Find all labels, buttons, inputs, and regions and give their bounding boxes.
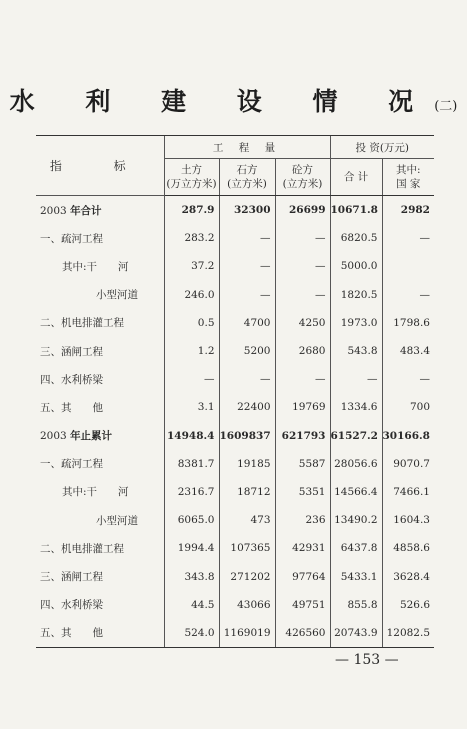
row-label: 四、水利桥梁 (40, 599, 103, 612)
cell-stone: 1609837 (219, 422, 275, 450)
cell-state: — (382, 365, 434, 393)
cell-earth: 283.2 (164, 224, 219, 252)
cell-concrete: — (275, 252, 330, 280)
row-label-year: 2003 (40, 204, 71, 217)
cell-concrete: 5587 (275, 450, 330, 478)
cell-state: 30166.8 (382, 422, 434, 450)
cell-concrete: 19769 (275, 393, 330, 421)
cell-total: 1973.0 (330, 309, 382, 337)
cell-earth: 3.1 (164, 393, 219, 421)
cell-total: 1334.6 (330, 393, 382, 421)
row-label: 五、其 他 (40, 401, 103, 414)
cell-concrete: 2680 (275, 337, 330, 365)
cell-total: 543.8 (330, 337, 382, 365)
cell-earth: 37.2 (164, 252, 219, 280)
cell-stone: — (219, 252, 275, 280)
cell-state: — (382, 224, 434, 252)
cell-state: 700 (382, 393, 434, 421)
cell-state: 2982 (382, 196, 434, 225)
cell-concrete: — (275, 224, 330, 252)
row-label: 小型河道 (96, 289, 138, 302)
cell-total: — (330, 365, 382, 393)
row-label: 三、涵闸工程 (40, 571, 103, 584)
cell-earth: 287.9 (164, 196, 219, 225)
cell-concrete: 26699 (275, 196, 330, 225)
cell-state: 7466.1 (382, 478, 434, 506)
cell-state: 4858.6 (382, 534, 434, 562)
header-state-funded: 其中: 国 家 (382, 159, 434, 196)
cell-concrete: 97764 (275, 562, 330, 590)
table-row (36, 478, 434, 506)
page-title (0, 82, 467, 118)
row-label: 一、疏河工程 (40, 232, 103, 245)
cell-total: 14566.4 (330, 478, 382, 506)
cell-stone: 473 (219, 506, 275, 534)
cell-state: 526.6 (382, 591, 434, 619)
cell-earth: 2316.7 (164, 478, 219, 506)
table-row (36, 506, 434, 534)
cell-state: 1798.6 (382, 309, 434, 337)
cell-stone: 32300 (219, 196, 275, 225)
cell-concrete: 426560 (275, 619, 330, 648)
cell-state: 1604.3 (382, 506, 434, 534)
table-row (36, 365, 434, 393)
cell-stone: — (219, 365, 275, 393)
cell-concrete: — (275, 365, 330, 393)
cell-concrete: 621793 (275, 422, 330, 450)
row-label: 四、水利桥梁 (40, 373, 103, 386)
cell-earth: 14948.4 (164, 422, 219, 450)
cell-stone: 22400 (219, 393, 275, 421)
row-label (36, 422, 164, 450)
table-row (36, 252, 434, 280)
table-row (36, 337, 434, 365)
cell-concrete: 49751 (275, 591, 330, 619)
table-row (36, 281, 434, 309)
table-row (36, 422, 434, 450)
page-number: — 153 — (335, 652, 399, 668)
cell-total: 61527.2 (330, 422, 382, 450)
cell-total: 855.8 (330, 591, 382, 619)
cell-stone: 1169019 (219, 619, 275, 648)
cell-concrete: — (275, 281, 330, 309)
cell-stone: — (219, 281, 275, 309)
table-row (36, 196, 434, 225)
header-total: 合 计 (330, 159, 382, 196)
water-conservancy-table (36, 135, 434, 648)
table-row (36, 450, 434, 478)
cell-total: 28056.6 (330, 450, 382, 478)
cell-stone: 4700 (219, 309, 275, 337)
cell-earth: 6065.0 (164, 506, 219, 534)
title-suffix: (二) (434, 99, 458, 114)
cell-state (382, 252, 434, 280)
cell-total: 20743.9 (330, 619, 382, 648)
cell-earth: 0.5 (164, 309, 219, 337)
cell-earth: 1994.4 (164, 534, 219, 562)
header-stonework: 石方 (立方米) (219, 159, 275, 196)
row-label-year: 2003 (40, 430, 71, 443)
cell-stone: 43066 (219, 591, 275, 619)
row-label: 三、涵闸工程 (40, 345, 103, 358)
row-label: 一、疏河工程 (40, 458, 103, 471)
cell-total: 6820.5 (330, 224, 382, 252)
title-text: 水 利 建 设 情 况 (9, 87, 435, 116)
cell-concrete: 42931 (275, 534, 330, 562)
header-earthwork: 土方 (万立方米) (164, 159, 219, 196)
cell-stone: 107365 (219, 534, 275, 562)
table-row (36, 224, 434, 252)
header-work-quantity: 工 程 量 (164, 136, 330, 159)
cell-concrete: 5351 (275, 478, 330, 506)
cell-state: 3628.4 (382, 562, 434, 590)
table-row (36, 591, 434, 619)
cell-state: — (382, 281, 434, 309)
cell-concrete: 4250 (275, 309, 330, 337)
row-label: 其中:干 河 (62, 486, 129, 499)
cell-earth: 343.8 (164, 562, 219, 590)
cell-total: 5000.0 (330, 252, 382, 280)
cell-earth: 8381.7 (164, 450, 219, 478)
table-row (36, 309, 434, 337)
cell-total: 6437.8 (330, 534, 382, 562)
cell-stone: 18712 (219, 478, 275, 506)
header-concrete: 砼方 (立方米) (275, 159, 330, 196)
row-label (36, 196, 164, 225)
cell-stone: 5200 (219, 337, 275, 365)
cell-earth: — (164, 365, 219, 393)
cell-total: 1820.5 (330, 281, 382, 309)
cell-concrete: 236 (275, 506, 330, 534)
cell-earth: 246.0 (164, 281, 219, 309)
cell-total: 13490.2 (330, 506, 382, 534)
row-label-bold: 年止累计 (70, 430, 113, 443)
cell-earth: 524.0 (164, 619, 219, 648)
row-label: 二、机电排灌工程 (40, 317, 124, 330)
table-row (36, 562, 434, 590)
table-row (36, 534, 434, 562)
cell-total: 5433.1 (330, 562, 382, 590)
cell-total: 10671.8 (330, 196, 382, 225)
row-label: 五、其 他 (36, 619, 164, 648)
cell-state: 483.4 (382, 337, 434, 365)
cell-earth: 1.2 (164, 337, 219, 365)
cell-state: 12082.5 (382, 619, 434, 648)
row-label: 二、机电排灌工程 (40, 542, 124, 555)
table-row (36, 619, 434, 648)
cell-stone: 19185 (219, 450, 275, 478)
cell-earth: 44.5 (164, 591, 219, 619)
cell-state: 9070.7 (382, 450, 434, 478)
row-label: 小型河道 (96, 514, 138, 527)
cell-stone: 271202 (219, 562, 275, 590)
row-label: 其中:干 河 (62, 260, 129, 273)
cell-stone: — (219, 224, 275, 252)
table-row (36, 393, 434, 421)
header-investment: 投 资(万元) (330, 136, 434, 159)
header-indicator: 指 标 (36, 136, 164, 196)
row-label-bold: 年合计 (70, 204, 102, 217)
